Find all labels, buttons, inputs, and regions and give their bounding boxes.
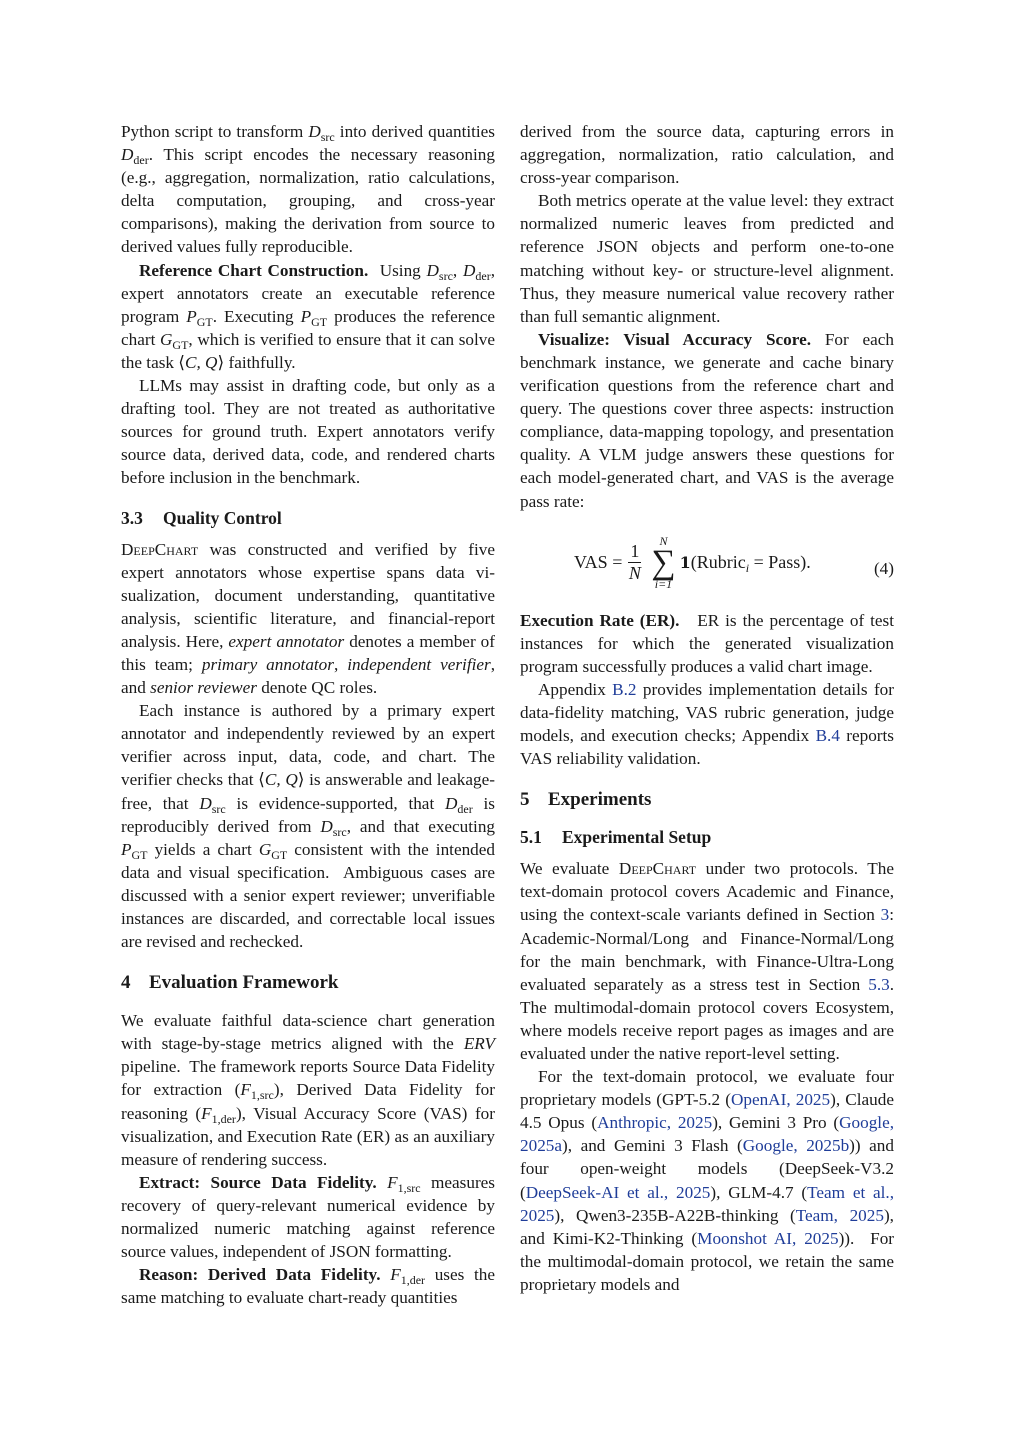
cite-google-b[interactable]: Google, 2025b xyxy=(742,1136,850,1156)
cite-openai[interactable]: OpenAI, 2025 xyxy=(730,1090,831,1110)
section-5-heading: 5 Experiments xyxy=(520,789,652,811)
paragraph-protocols: We evaluate DeepChart under two protocols. The text-domain protocol covers Academic and Finance, using the context-scale variants defined in Section 3: Academic-Normal/Long and Finance-Normal/Long for the main benchmark, with Finance-Ultra-Long evaluated separately as a stress test in Section 5.3. The multimodal-domain protocol covers Ecosystem, where models receive report pages as images and are evaluated under the native report-level setting. xyxy=(520,859,894,1063)
right-column xyxy=(520,120,894,1296)
section-3-3-heading: 3.3 Quality Control xyxy=(121,507,282,528)
paragraph-extract: Extract: Source Data Fidelity. $F_{1,src}$ measures recovery of query-relevant numerical evidence by normalized numeric matching against reference source values, independent of JSON formatting. xyxy=(121,1172,495,1262)
cite-moonshot[interactable]: Moonshot AI, 2025 xyxy=(697,1228,839,1248)
paragraph-models: For the text-domain protocol, we evaluate four proprietary models (GPT-5.2 (OpenAI, 2025), Claude 4.5 Opus (Anthropic, 2025), Gemini 3 Pro (Google, 2025a), and Gemini 3 Flash (Google, 2025b)) and four open-weight models (DeepSeek-V3.2 (DeepSeek-AI et al., 2025), GLM-4.7 (Team et al., 2025), Qwen3-235B-A22B-thinking (Team, 2025), and Kimi-K2-Thinking (Moonshot AI, 2025)). For the multimodal-domain protocol, we retain the same proprietary models and xyxy=(520,1067,895,1294)
paragraph-llm-assist: LLMs may assist in drafting code, but only as a drafting tool. They are not treated as authoritative sources for ground truth. Expert annotators verify source data, derived data, code, and rendered charts before inclusion in the benchmark. xyxy=(121,376,495,488)
left-column xyxy=(121,120,495,1309)
link-appendix-b2[interactable]: B.2 xyxy=(612,679,637,699)
paragraph-quality-control: DeepChart was constructed and verified by five expert annotators whose expertise spans data visualization, document understanding, quantitative analysis, scientific literature, and financial-report analysis. Here, expert annotator denotes a member of this team; primary annotator, independent verifier, and senior reviewer denote QC roles. xyxy=(121,539,495,698)
paragraph-appendix: Appendix B.2 provides implementation details for data-fidelity matching, VAS rubric generation, judge models, and execution checks; Appendix B.4 reports VAS reliability validation. xyxy=(520,679,894,769)
paragraph-execution-rate: Execution Rate (ER). ER is the percentage of test instances for which the generated visualization program successfully produces a valid chart image. xyxy=(520,610,895,676)
paragraph-instance-review: Each instance is authored by a primary expert annotator and independently reviewed by an expert verifier across input, data, code, and chart. The verifier checks that ⟨C, Q⟩ is answerable and leakage-free, that $D_{src}$ is evidence-supported, that $D_{der}$ is reproducibly derived from $D_{src}$, and that executing $P_{GT}$ yields a chart $G_{GT}$ consistent with the intended data and visual specification. Ambiguous cases are discussed with a senior expert reviewer; unverifiable instances are discarded, and correctable local issues are revised and rechecked. xyxy=(121,701,496,952)
equation-vas: VAS = $\frac{1}{N}$ N ∑ i=1 1(Rubric$_i$ = Pass). (4) xyxy=(574,533,894,591)
extract-heading: Extract: Source Data Fidelity. xyxy=(139,1172,377,1192)
visualize-heading: Visualize: Visual Accuracy Score. xyxy=(538,329,811,349)
paragraph-derived-continued: derived from the source data, capturing errors in aggregation, normalization, ratio calculation, and cross-year comparison. xyxy=(520,122,894,188)
cite-team-qwen[interactable]: Team, 2025 xyxy=(795,1205,884,1225)
paragraph-reference-chart: Reference Chart Construction. Using $D_{src}$, $D_{der}$, expert annotators create an executable reference program $P_{GT}$. Executing $P_{GT}$ produces the reference chart $G_{GT}$, which is verified to ensure that it can solve the task ⟨C, Q⟩ faithfully. xyxy=(121,260,495,372)
paragraph-evaluation-intro: We evaluate faithful data-science chart generation with stage-by-stage metrics aligned with the ERV pipeline. The framework reports Source Data Fidelity for extraction $(F_{1,src})$, Derived Data Fidelity for reasoning $(F_{1,der})$, Visual Accuracy Score (VAS) for visualization, and Execution Rate (ER) as an auxiliary measure of rendering success. xyxy=(121,1011,495,1169)
link-appendix-b4[interactable]: B.4 xyxy=(815,726,840,746)
er-heading: Execution Rate (ER). xyxy=(520,610,680,630)
link-section-3[interactable]: 3 xyxy=(880,905,890,925)
section-4-heading: 4 Evaluation Framework xyxy=(121,972,339,994)
section-5-1-heading: 5.1 Experimental Setup xyxy=(520,827,712,848)
reference-chart-heading: Reference Chart Construction. xyxy=(139,260,369,280)
paragraph-derivation: Python script to transform $D_{src}$ into derived quantities $D_{der}$. This script encodes the necessary reasoning (e.g., aggregation, normalization, ratio calculations, delta computation, grouping, and cross-year comparisons), making the derivation from source to derived values fully reproducible. xyxy=(121,122,495,257)
cite-anthropic[interactable]: Anthropic, 2025 xyxy=(597,1113,713,1133)
paragraph-reason: Reason: Derived Data Fidelity. $F_{1,der}$ uses the same matching to evaluate chart-ready quantities xyxy=(121,1265,495,1308)
link-section-5-3[interactable]: 5.3 xyxy=(868,974,890,994)
cite-google-a[interactable]: Google, 2025a xyxy=(520,1113,894,1156)
paragraph-both-metrics: Both metrics operate at the value level: they extract normalized numeric leaves from predicted and reference JSON objects and perform one-to-one matching without key- or structure-level alignment. Thus, they measure numerical value recovery rather than full semantic alignment. xyxy=(520,191,894,326)
cite-team-glm[interactable]: Team et al., 2025 xyxy=(520,1182,894,1225)
cite-deepseek[interactable]: DeepSeek-AI et al., 2025 xyxy=(525,1182,711,1202)
reason-heading: Reason: Derived Data Fidelity. xyxy=(139,1265,381,1285)
paragraph-visualize: Visualize: Visual Accuracy Score. For each benchmark instance, we generate and cache binary verification questions from the reference chart and query. The questions cover three aspects: instruction compliance, data-mapping topology, and presentation quality. A VLM judge answers these questions for each model-generated chart, and VAS is the average pass rate: xyxy=(520,329,895,511)
equation-number: (4) xyxy=(873,558,894,578)
